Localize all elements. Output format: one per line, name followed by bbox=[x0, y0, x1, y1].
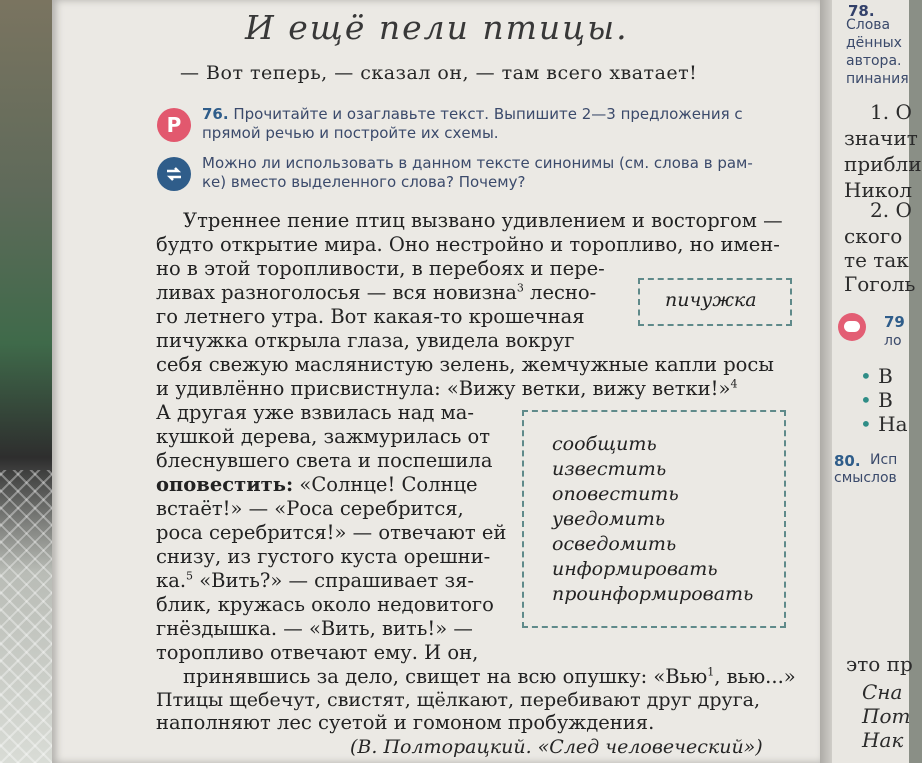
task-number: 76. bbox=[202, 105, 229, 123]
right-text: прибли bbox=[844, 152, 922, 176]
text-line: торопливо отвечают ему. И он, bbox=[156, 641, 479, 664]
right-text: дённых bbox=[846, 35, 902, 51]
page-heading: И ещё пели птицы. bbox=[245, 8, 629, 47]
task-text: прямой речью и постройте их схемы. bbox=[202, 124, 499, 142]
right-text: ского bbox=[844, 224, 903, 248]
text-line: и удивлённо присвистнула: «Вижу ветки, вижу ветки!»$^4$ bbox=[156, 377, 738, 400]
synonym-item: оповестить bbox=[552, 483, 679, 505]
text-line: ка.$^5$ «Вить?» — спрашивает зя- bbox=[156, 569, 474, 592]
task-synonyms-question bbox=[202, 154, 802, 192]
task-76 bbox=[202, 105, 802, 143]
right-page bbox=[826, 0, 922, 763]
frame-word: пичужка bbox=[665, 289, 757, 311]
right-text: Слова bbox=[846, 17, 891, 33]
text-line: но в этой торопливости, в перебоях и пере- bbox=[156, 257, 605, 280]
right-text: 2. О bbox=[870, 198, 912, 222]
text-line: блик, кружась около недовитого bbox=[156, 593, 494, 616]
text-line: наполняют лес суетой и гомоном пробуждения. bbox=[156, 711, 655, 734]
text-line: Птицы щебечут, свистят, щёлкают, перебивают друг друга, bbox=[156, 689, 761, 711]
right-text: те так bbox=[844, 248, 909, 272]
right-text: пинания bbox=[846, 71, 909, 87]
text-line: блеснувшего света и поспешила bbox=[156, 449, 493, 472]
text-line: ливах разноголосья — вся новизна$^3$ лесно- bbox=[156, 281, 597, 304]
right-text: Гоголь bbox=[844, 272, 916, 296]
right-text: смыслов bbox=[834, 470, 897, 486]
synonym-item: проинформировать bbox=[552, 583, 754, 605]
synonym-item: известить bbox=[552, 458, 667, 480]
text-line: роса серебрится!» — отвечают ей bbox=[156, 521, 507, 544]
speech-badge-icon: Р bbox=[157, 108, 191, 142]
right-text: Нак bbox=[862, 728, 904, 752]
task-text: Можно ли использовать в данном тексте синонимы (см. слова в рам- bbox=[202, 154, 753, 172]
synonym-item: уведомить bbox=[552, 508, 666, 530]
speech-bubble-icon bbox=[838, 313, 866, 341]
right-task-80: 80. bbox=[834, 452, 861, 470]
right-task-78: 78. bbox=[848, 2, 875, 20]
right-text: автора. bbox=[846, 53, 902, 69]
text-line: снизу, из густого куста орешни- bbox=[156, 545, 491, 568]
text-line: пичужка открыла глаза, увидела вокруг bbox=[156, 329, 575, 352]
right-text: ло bbox=[884, 333, 902, 349]
synonym-item: информировать bbox=[552, 558, 718, 580]
synonym-badge-icon bbox=[157, 157, 191, 191]
right-text: Никол bbox=[844, 178, 913, 202]
right-text: Пот bbox=[862, 704, 911, 728]
text-line: го летнего утра. Вот какая-то крошечная bbox=[156, 305, 585, 328]
text-line: А другая уже взвилась над ма- bbox=[156, 401, 474, 424]
right-text: это пр bbox=[846, 652, 913, 676]
citation: (В. Полторацкий. «След человеческий») bbox=[350, 736, 763, 758]
synonym-item: осведомить bbox=[552, 533, 677, 555]
right-text: 1. О bbox=[870, 100, 912, 124]
text-line: Утреннее пение птиц вызвано удивлением и восторгом — bbox=[183, 209, 783, 232]
right-text: значит bbox=[844, 126, 918, 150]
text-line: кушкой дерева, зажмурилась от bbox=[156, 425, 491, 448]
text-line: себя свежую маслянистую зелень, жемчужные капли росы bbox=[156, 353, 774, 376]
task-text: Прочитайте и озаглавьте текст. Выпишите 2—3 предложения с bbox=[233, 105, 743, 123]
highlighted-word: оповестить: bbox=[156, 473, 294, 496]
right-text: Исп bbox=[870, 452, 898, 468]
right-bullet: • В bbox=[860, 388, 893, 412]
right-task-79: 79 bbox=[884, 313, 905, 331]
text-line: принявшись за дело, свищет на всю опушку: «Вью$^1$, вью...» bbox=[183, 665, 796, 688]
text-line: встаёт!» — «Роса серебрится, bbox=[156, 497, 464, 520]
right-bullet: • На bbox=[860, 412, 908, 436]
text-line: будто открытие мира. Оно нестройно и торопливо, но имен- bbox=[156, 233, 780, 256]
text-line: оповестить: «Солнце! Солнце bbox=[156, 473, 478, 496]
right-text: Сна bbox=[862, 680, 903, 704]
text-line: гнёздышка. — «Вить, вить!» — bbox=[156, 617, 473, 640]
quote-line: — Вот теперь, — сказал он, — там всего хватает! bbox=[180, 62, 698, 84]
synonym-item: сообщить bbox=[552, 433, 657, 455]
right-bullet: • В bbox=[860, 364, 893, 388]
task-text: ке) вместо выделенного слова? Почему? bbox=[202, 173, 526, 191]
